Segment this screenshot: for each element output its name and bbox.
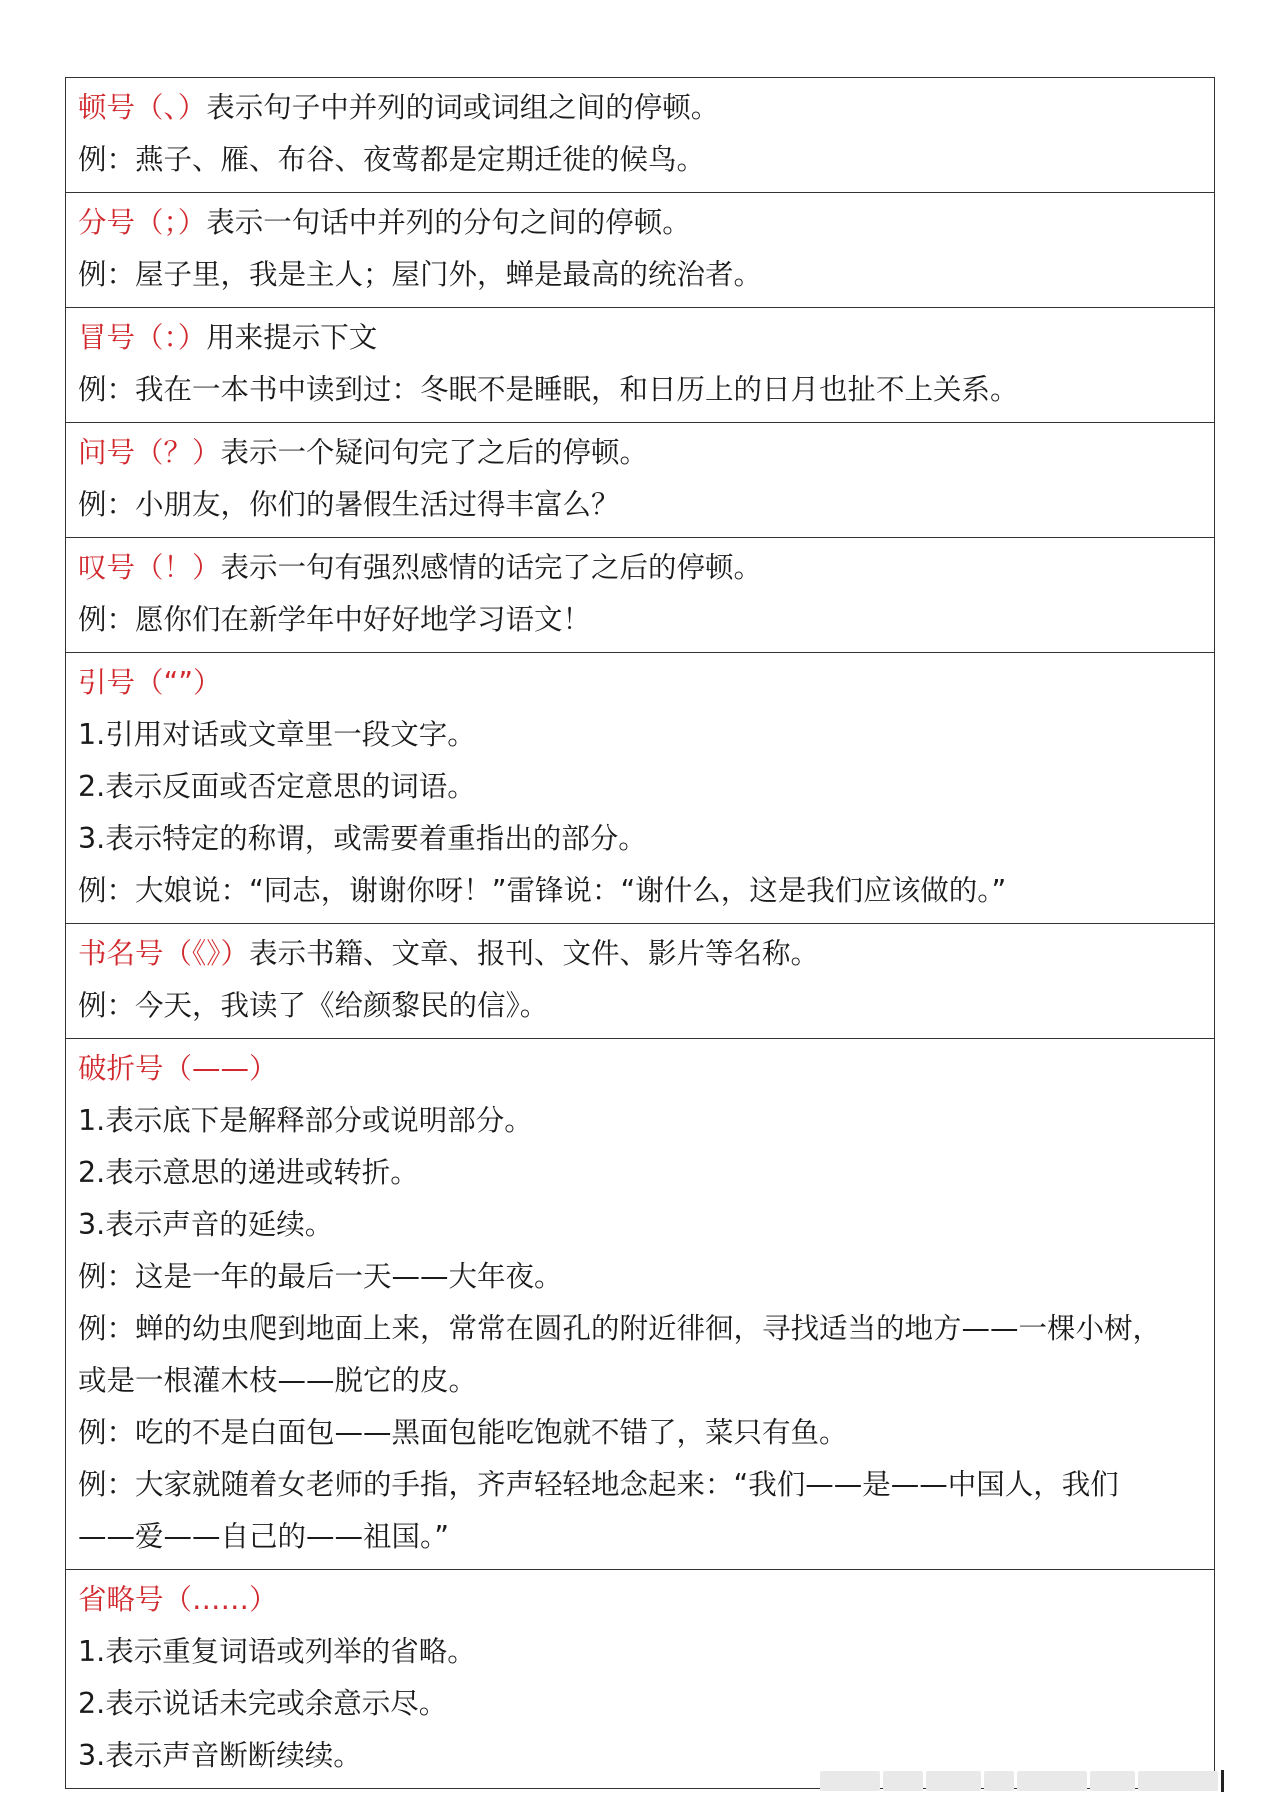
section-dunhao <box>66 78 1214 193</box>
section-heading <box>78 197 1204 249</box>
example-line: 例：大娘说：“同志，谢谢你呀！”雷锋说：“谢什么，这是我们应该做的。” <box>78 874 1007 907</box>
example-line: ——爱——自己的——祖国。” <box>78 1520 450 1553</box>
rule-line: 2.表示反面或否定意思的词语。 <box>78 770 476 803</box>
section-description: 表示一句话中并列的分句之间的停顿。 <box>206 206 691 239</box>
watermark-segment <box>926 1771 981 1791</box>
section-heading <box>78 928 1204 980</box>
rule-line: 2.表示意思的递进或转折。 <box>78 1156 419 1189</box>
watermark-segment <box>1138 1771 1218 1791</box>
rule-line: 2.表示说话未完或余意示尽。 <box>78 1687 448 1720</box>
section-heading <box>78 1043 1204 1095</box>
section-shenglvehao <box>66 1570 1214 1788</box>
example-line: 例：我在一本书中读到过：冬眠不是睡眠，和日历上的日月也扯不上关系。 <box>78 373 1019 406</box>
rule-line: 1.引用对话或文章里一段文字。 <box>78 718 476 751</box>
section-name: 冒号（：） <box>78 321 207 354</box>
section-heading <box>78 657 1204 709</box>
section-maohao <box>66 308 1214 423</box>
section-name: 引号（“”） <box>78 666 222 699</box>
section-heading <box>78 1574 1204 1626</box>
example-line: 例：小朋友，你们的暑假生活过得丰富么？ <box>78 488 620 521</box>
section-name: 破折号（——） <box>78 1052 278 1085</box>
section-name: 书名号（《》） <box>78 937 250 970</box>
section-pozhehao <box>66 1039 1214 1570</box>
section-description: 表示书籍、文章、报刊、文件、影片等名称。 <box>249 937 820 970</box>
section-description: 表示一个疑问句完了之后的停顿。 <box>220 436 649 469</box>
example-line: 例：大家就随着女老师的手指，齐声轻轻地念起来：“我们——是——中国人，我们 <box>78 1468 1119 1501</box>
section-wenhao <box>66 423 1214 538</box>
example-line: 例：今天，我读了《给颜黎民的信》。 <box>78 989 549 1022</box>
example-line: 例：屋子里，我是主人；屋门外，蝉是最高的统治者。 <box>78 258 763 291</box>
rule-line: 3.表示声音的延续。 <box>78 1208 334 1241</box>
section-description: 表示句子中并列的词或词组之间的停顿。 <box>206 91 720 124</box>
watermark-strip <box>820 1770 1250 1792</box>
section-fenhao <box>66 193 1214 308</box>
example-line: 例：吃的不是白面包——黑面包能吃饱就不错了，菜只有鱼。 <box>78 1416 848 1449</box>
example-line: 例：燕子、雁、布谷、夜莺都是定期迁徙的候鸟。 <box>78 143 706 176</box>
watermark-segment <box>1090 1771 1135 1791</box>
rule-line: 3.表示声音断断续续。 <box>78 1739 362 1772</box>
section-yinhao <box>66 653 1214 924</box>
section-description: 表示一句有强烈感情的话完了之后的停顿。 <box>220 551 763 584</box>
section-name: 叹号（！） <box>78 551 221 584</box>
example-line: 或是一根灌木枝——脱它的皮。 <box>78 1364 478 1397</box>
watermark-segment <box>820 1771 880 1791</box>
section-shuminghao <box>66 924 1214 1039</box>
section-description: 用来提示下文 <box>206 321 378 354</box>
example-line: 例：愿你们在新学年中好好地学习语文！ <box>78 603 592 636</box>
section-heading <box>78 427 1204 479</box>
section-name: 问号（？） <box>78 436 221 469</box>
section-name: 分号（；） <box>78 206 207 239</box>
rule-line: 3.表示特定的称谓，或需要着重指出的部分。 <box>78 822 647 855</box>
example-line: 例：蝉的幼虫爬到地面上来，常常在圆孔的附近徘徊，寻找适当的地方——一棵小树， <box>78 1312 1162 1345</box>
watermark-segment <box>1017 1771 1087 1791</box>
section-heading <box>78 542 1204 594</box>
rule-line: 1.表示底下是解释部分或说明部分。 <box>78 1104 533 1137</box>
example-line: 例：这是一年的最后一天——大年夜。 <box>78 1260 563 1293</box>
watermark-segment <box>984 1771 1014 1791</box>
section-name: 顿号（、） <box>78 91 207 124</box>
section-heading <box>78 312 1204 364</box>
section-tanhao <box>66 538 1214 653</box>
section-name: 省略号（……） <box>78 1583 278 1616</box>
watermark-end-mark <box>1221 1770 1224 1792</box>
watermark-segment <box>883 1771 923 1791</box>
rule-line: 1.表示重复词语或列举的省略。 <box>78 1635 476 1668</box>
punctuation-table <box>65 77 1215 1789</box>
section-heading <box>78 82 1204 134</box>
